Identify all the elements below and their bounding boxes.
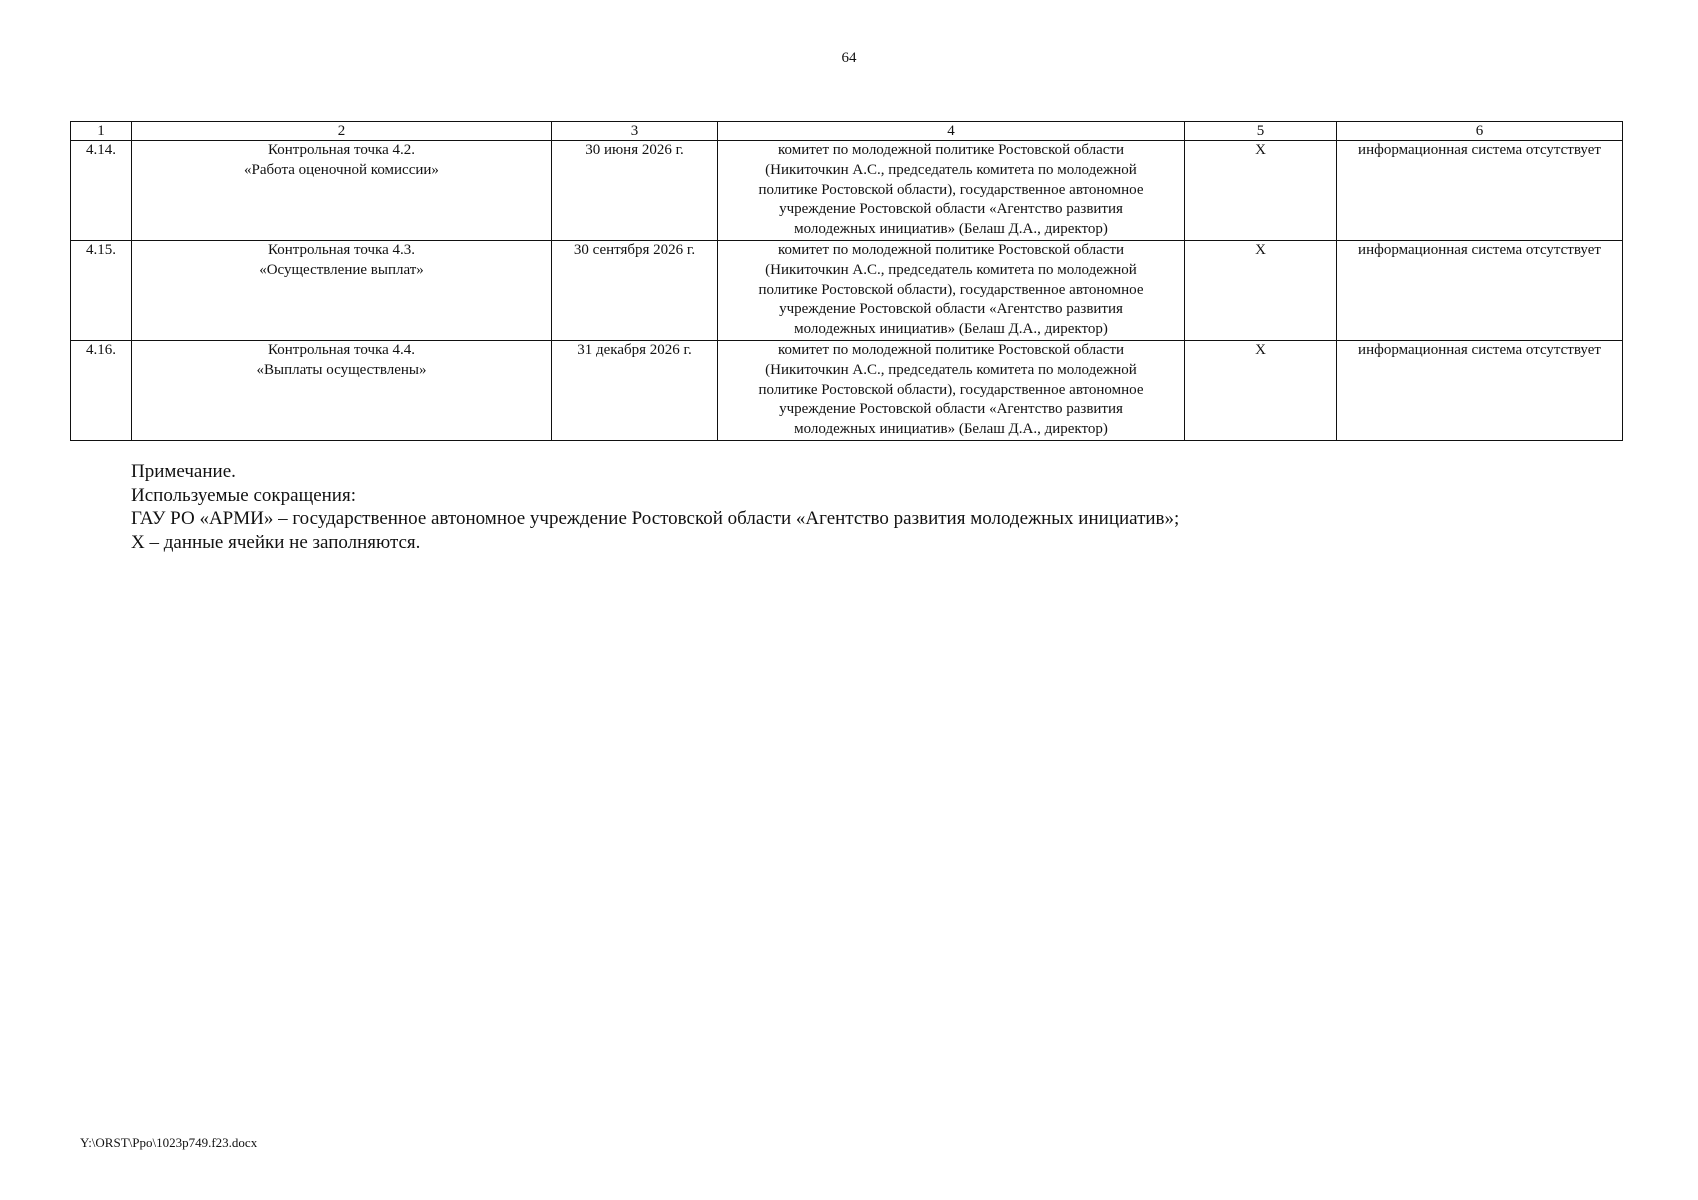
responsible-line: комитет по молодежной политике Ростовской области (777, 341, 1125, 358)
column-header: 2 (132, 122, 552, 141)
info-system-cell: информационная система отсутствует (1337, 340, 1623, 440)
row-number-cell: 4.14. (71, 141, 132, 241)
responsible-line: (Никиточкин А.С., председатель комитета по молодежной (765, 361, 1137, 378)
note-block (131, 460, 1179, 554)
control-point-subtitle: «Выплаты осуществлены» (256, 361, 427, 378)
note-title: Примечание. (131, 461, 236, 482)
table-header-row (71, 122, 1623, 141)
responsible-line: молодежных инициатив» (Белаш Д.А., директор) (794, 221, 1108, 238)
control-point-name-cell (132, 240, 552, 340)
column-header: 5 (1185, 122, 1337, 141)
file-path-footer: Y:\ORST\Ppo\1023p749.f23.docx (80, 1135, 258, 1150)
responsible-line: учреждение Ростовской области «Агентство развития (779, 401, 1123, 418)
row-number-cell: 4.15. (71, 240, 132, 340)
deadline-cell: 30 июня 2026 г. (552, 141, 718, 241)
table-row (71, 141, 1623, 241)
table-row (71, 340, 1623, 440)
responsible-line: комитет по молодежной политике Ростовской области (777, 142, 1125, 158)
abbreviation-item: ГАУ РО «АРМИ» – государственное автономное учреждение Ростовской области «Агентство развития молодежных инициатив»; (131, 508, 1180, 529)
column-header: 3 (552, 122, 718, 141)
deadline-cell: 31 декабря 2026 г. (552, 340, 718, 440)
responsible-line: молодежных инициатив» (Белаш Д.А., директор) (794, 421, 1108, 438)
control-point-title: Контрольная точка 4.4. (268, 341, 415, 358)
responsible-line: (Никиточкин А.С., председатель комитета по молодежной (765, 161, 1137, 178)
responsible-line: политике Ростовской области), государственное автономное (758, 381, 1144, 398)
row-number-cell: 4.16. (71, 340, 132, 440)
responsible-line: учреждение Ростовской области «Агентство развития (779, 301, 1123, 318)
deadline-cell: 30 сентября 2026 г. (552, 240, 718, 340)
control-point-title: Контрольная точка 4.2. (268, 142, 415, 158)
responsible-line: политике Ростовской области), государственное автономное (758, 281, 1144, 298)
page-number: 64 (841, 50, 857, 66)
responsible-cell (718, 240, 1185, 340)
responsible-cell (718, 141, 1185, 241)
responsible-line: политике Ростовской области), государственное автономное (758, 181, 1144, 198)
abbreviation-item: X – данные ячейки не заполняются. (131, 531, 421, 553)
control-point-name-cell (132, 141, 552, 241)
responsible-line: молодежных инициатив» (Белаш Д.А., директор) (794, 321, 1108, 338)
abbreviations-header: Используемые сокращения: (131, 484, 356, 506)
info-system-cell: информационная система отсутствует (1337, 141, 1623, 241)
control-point-name-cell (132, 340, 552, 440)
x-mark-cell: X (1185, 141, 1337, 241)
info-system-cell: информационная система отсутствует (1337, 240, 1623, 340)
column-header: 4 (718, 122, 1185, 141)
control-point-subtitle: «Работа оценочной комиссии» (244, 161, 439, 178)
column-header: 1 (71, 122, 132, 141)
responsible-line: (Никиточкин А.С., председатель комитета по молодежной (765, 261, 1137, 278)
x-mark-cell: X (1185, 340, 1337, 440)
responsible-line: комитет по молодежной политике Ростовской области (777, 241, 1125, 258)
control-point-title: Контрольная точка 4.3. (268, 241, 415, 258)
control-points-table (70, 121, 1623, 441)
x-mark-cell: X (1185, 240, 1337, 340)
column-header: 6 (1337, 122, 1623, 141)
responsible-cell (718, 340, 1185, 440)
table-row (71, 240, 1623, 340)
responsible-line: учреждение Ростовской области «Агентство развития (779, 201, 1123, 218)
control-point-subtitle: «Осуществление выплат» (259, 261, 424, 278)
